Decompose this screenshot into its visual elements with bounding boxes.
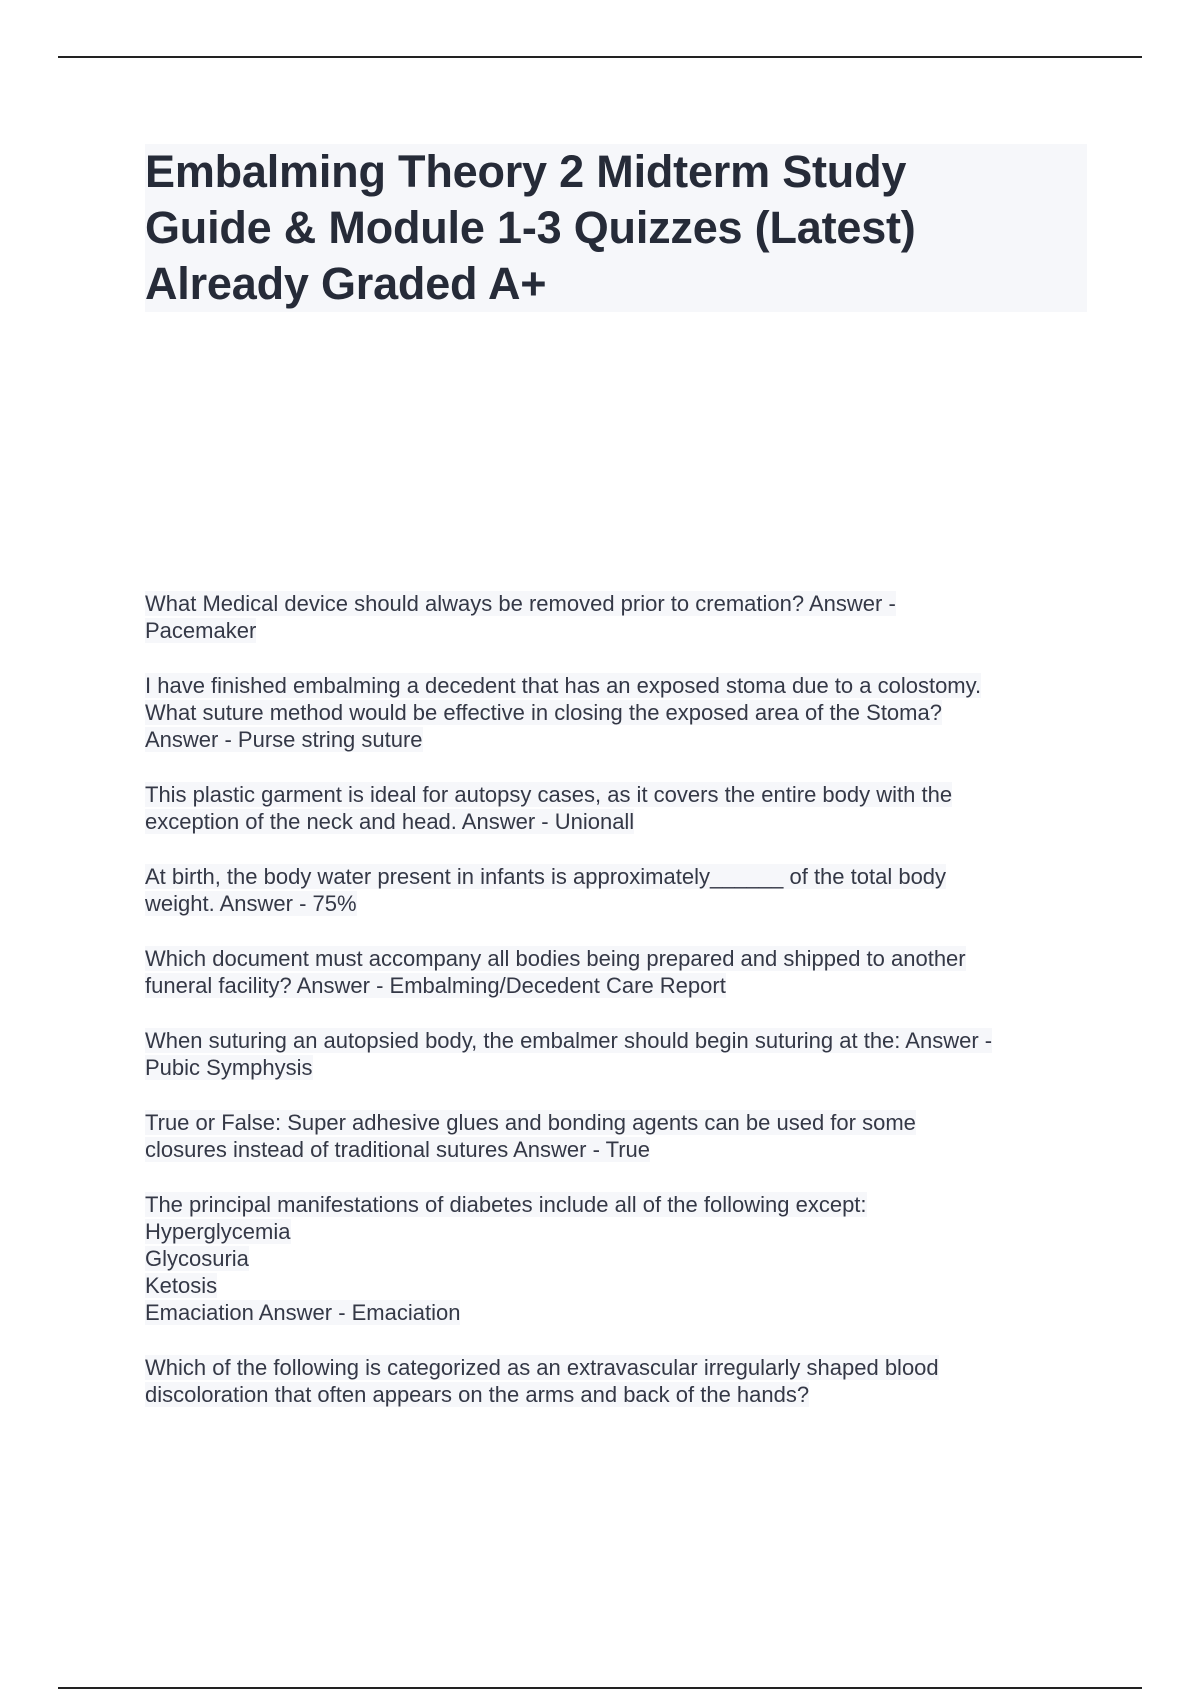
question-line: weight. Answer - 75% [145,891,357,916]
question-line: discoloration that often appears on the arms and back of the hands? [145,1382,810,1407]
question-line: Hyperglycemia [145,1219,291,1244]
question-line: This plastic garment is ideal for autopsy cases, as it covers the entire body with the [145,782,953,807]
question-item [145,1191,1085,1326]
title-line: Embalming Theory 2 Midterm Study [145,146,907,197]
title-block [145,144,1087,312]
question-line: What Medical device should always be removed prior to cremation? Answer - [145,591,896,616]
question-line: Which of the following is categorized as an extravascular irregularly shaped blood [145,1355,939,1380]
question-list [145,590,1085,1436]
question-line: Emaciation Answer - Emaciation [145,1300,461,1325]
question-line: The principal manifestations of diabetes include all of the following except: [145,1192,867,1217]
question-item [145,590,1085,644]
question-item [145,1027,1085,1081]
title-line: Guide & Module 1-3 Quizzes (Latest) [145,202,916,253]
title-line: Already Graded A+ [145,258,547,309]
document-title [145,144,1087,312]
top-divider [58,56,1142,58]
question-line: closures instead of traditional sutures Answer - True [145,1137,651,1162]
question-line: Pacemaker [145,618,257,643]
question-item [145,1354,1085,1408]
question-line: True or False: Super adhesive glues and bonding agents can be used for some [145,1110,916,1135]
question-line: Glycosuria [145,1246,249,1271]
question-item [145,1109,1085,1163]
question-line: When suturing an autopsied body, the embalmer should begin suturing at the: Answer - [145,1028,993,1053]
question-line: exception of the neck and head. Answer - Unionall [145,809,635,834]
question-line: Pubic Symphysis [145,1055,313,1080]
question-line: I have finished embalming a decedent that has an exposed stoma due to a colostomy. [145,673,982,698]
question-item [145,945,1085,999]
question-line: Answer - Purse string suture [145,727,423,752]
question-line: Which document must accompany all bodies being prepared and shipped to another [145,946,966,971]
question-item [145,672,1085,753]
question-line: What suture method would be effective in closing the exposed area of the Stoma? [145,700,942,725]
question-item [145,863,1085,917]
question-item [145,781,1085,835]
question-line: Ketosis [145,1273,218,1298]
question-line: At birth, the body water present in infants is approximately______ of the total body [145,864,947,889]
bottom-divider [58,1687,1142,1689]
question-line: funeral facility? Answer - Embalming/Decedent Care Report [145,973,726,998]
